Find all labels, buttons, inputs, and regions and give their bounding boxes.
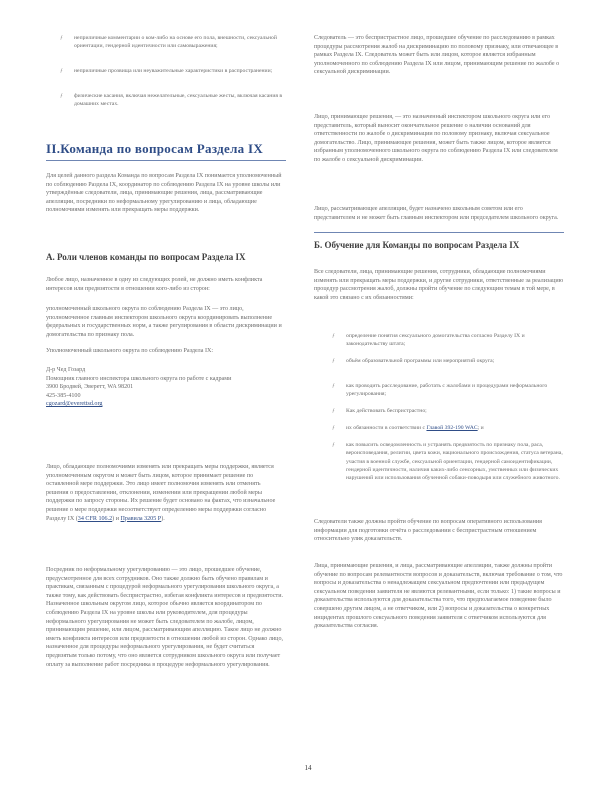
list-item: ƒ неприличные комментарии о ком-либо на основе его пола, внешности, сексуальной ориентации, гендерной идентичности или самовыражения; xyxy=(60,35,277,50)
contact-email-link[interactable]: cgozard@everettsd.org xyxy=(46,401,103,408)
body-paragraph: Лицо, обладающее полномочиями изменять или прекращать меры поддержки, является уполномоченным округом и может быть лицом, которое принимает решение по оставленной мере поддержки. Это лицо имеет полномочия изменять или отменять решения о предоставлении, отклонении, изменении или прекращении любой меры поддержки по запросу стороны. Их решение будет основано на фактах, что изначальное решение о мере поддержки несоответствует определению меры поддержки согласно Разделу IX (34 CFR 106.2) и Правила 3205 P). xyxy=(46,464,276,522)
bullet-icon: ƒ xyxy=(332,383,335,389)
wac-link[interactable]: Главой 392-190 WAC xyxy=(426,425,478,431)
section-title: II.Команда по вопросам Раздела IX xyxy=(46,141,264,156)
body-paragraph: Посредник по неформальному урегулированию — это лицо, прошедшее обучение, предусмотренное для всех сотрудников. Оно также должно быть обучено правилам и практикам, связанным с процедурой неформального урегулирования школьного округа, а также тому, как действовать беспристрастно, избегая конфликта интересов и предвзятости. Назначенное школьным округом лицо, которое обычно является координатором по соблюдению Раздела IX на уровне школы или руководителем, для процедуры неформального урегулирования не может быть следователем по жалобе, лицом, принимающим решение, или лицом, рассматривающим апелляцию. Такое лицо не должно иметь конфликта интересов или предвзятости в отношении любой из сторон. Однако лицо, назначенное для процедуры неформального урегулирования, не будет считаться предвзятым только потому, что оно является сотрудником школьного округа или получает оплату за выполнение работ посредника в процедуре неформального урегулирования. xyxy=(46,567,284,668)
list-item: ƒ как проводить расследование, работать с жалобами и процедурами неформального урегулирования; xyxy=(332,383,548,398)
section-divider xyxy=(46,160,286,161)
contact-phone: 425-385-4100 xyxy=(46,392,81,399)
list-item: ƒ неприличные прозвища или неуважительные характеристики в распространении; xyxy=(60,68,273,74)
list-item: ƒ их обязанности в соответствии с Главой 392-190 WAC; и xyxy=(332,425,484,431)
training-intro: Все следователи, лица, принимающие решения, сотрудники, обладающие полномочиями изменять или прекращать меры поддержки, и другие сотрудники, ответственные за реализацию процедур рассмотрения жалоб, должны пройти обучение по следующим темам в той мере, в какой это связано с их обязанностями: xyxy=(314,269,564,301)
body-paragraph: Следователь — это беспристрастное лицо, прошедшее обучение по расследованию в рамках процедуры рассмотрения жалоб на дискриминацию по половому признаку, или отвечающее в рамках Раздела IX. Следователь может быть или лицом, которое является избранным уполномоченного по соблюдению Раздела IX или лицом, принимающим решение по жалобе о сексуальной дискриминации. xyxy=(314,35,560,76)
list-item: ƒ Как действовать беспристрастно; xyxy=(332,408,427,414)
contact-title: Помощник главного инспектора школьного округа по работе с кадрами xyxy=(46,375,232,382)
page-number: 14 xyxy=(304,764,312,772)
training-heading: Б. Обучение для Команды по вопросам Раздела IX xyxy=(314,240,520,250)
roles-paragraph: уполномоченный школьного округа по соблюдению Раздела IX — это лицо, уполномоченное главным инспектором школьного округа координировать выполнение федеральных и государственных норм, а также регулирования в области дискриминации и домогательства по признаку пола. xyxy=(46,306,282,338)
bullet-icon: ƒ xyxy=(332,442,335,448)
contact-name: Д-р Чед Гозард xyxy=(46,367,86,373)
bullet-icon: ƒ xyxy=(60,35,63,41)
intro-paragraph: Для целей данного раздела Команда по вопросам Раздела IX понимается уполномоченный по соблюдению Раздела IX, координатор по соблюдению Раздела IX на уровне школы или утверждённые следователи, лица, принимающие решения, лица, рассматривающие апелляции, посредники по неформальному урегулированию и лица, обладающие полномочиями изменять или прекращать меры поддержки. xyxy=(46,173,282,214)
contact-address: 3900 Бродвей, Эверетт, WA 98201 xyxy=(46,384,134,391)
top-bullet-list xyxy=(60,34,300,109)
training-bullet-list xyxy=(332,332,564,482)
roles-paragraph: Любое лицо, назначенное в одну из следующих ролей, не должно иметь конфликта интересов или предвзятости в отношении кого-либо из сторон: xyxy=(46,277,263,292)
roles-heading: A. Роли членов команды по вопросам Раздела IX xyxy=(46,252,246,262)
list-item: ƒ определение понятия сексуального домогательства согласно Разделу IX и законодательству штата; xyxy=(332,333,525,348)
list-item: ƒ физические касания, включая нежелательные, сексуальные жесты, включая касания в домашних местах. xyxy=(60,93,283,108)
bullet-icon: ƒ xyxy=(332,425,335,431)
bullet-icon: ƒ xyxy=(332,358,335,364)
procedure-link[interactable]: Правила 3205 P xyxy=(120,515,162,522)
body-paragraph: Лица, принимающие решения, и лица, рассматривающие апелляции, также должны пройти обучение по вопросам релевантности вопросов и доказательств, включая требование о том, что вопросы и доказательства о ненадлежащем сексуальном предпочтении или предыдущем сексуальном поведении заявителя не являются релевантными, если только: 1) такие вопросы и доказательства используются для доказательства того, что предполагаемое поведение было совершено другим лицом, а не ответчиком, или 2) вопросы и доказательства о конкретных инцидентах прошлого сексуального поведения заявителя с ответчиком используются для доказательства согласия. xyxy=(314,563,563,630)
body-paragraph: Следователи также должны пройти обучение по вопросам оперативного использования информации для подготовки отчёта о расследовании с беспристрастным отношением относительно улик доказательств. xyxy=(314,519,542,543)
bullet-icon: ƒ xyxy=(60,93,63,99)
bullet-icon: ƒ xyxy=(60,68,63,74)
body-paragraph: Лицо, рассматривающее апелляции, будет назначено школьным советом или его представителем и не может быть главным инспектором или председателем школьного округа. xyxy=(314,206,559,221)
list-item: ƒ объём образовательной программы или мероприятий округа; xyxy=(332,358,495,364)
contact-block xyxy=(46,366,284,409)
bullet-icon: ƒ xyxy=(332,333,335,339)
list-item: ƒ как повысить осведомленность и устранять предвзятость по признаку пола, раса, вероисповедания, религии, цвета кожи, национального происхождения, статуса ветерана, участия в военной службе, сексуальной ориентации, гендерной самоидентификации, гендерной идентичности, наличия каких-либо сенсорных, умственных или физических нарушений или использования обученной собаки-поводыря или служебного животного. xyxy=(332,442,563,482)
bullet-icon: ƒ xyxy=(332,408,335,414)
section-divider xyxy=(314,232,564,233)
body-paragraph: Лицо, принимающее решения, — это назначенный инспектором школьного округа или его представитель, который выносит окончательное решение о наличии оснований для ответственности по жалобе о дискриминации по половому признаку, включая сексуальное домогательство. Лицо, принимающее решения, может быть также лицом, которое является избранным уполномоченного школьного округа по соблюдению Раздела IX или следователем по жалобе о сексуальной дискриминации. xyxy=(314,114,558,163)
roles-paragraph: Уполномоченный школьного округа по соблюдению Раздела IX: xyxy=(46,348,214,354)
cfr-link[interactable]: 34 CFR 106.2 xyxy=(77,515,113,522)
